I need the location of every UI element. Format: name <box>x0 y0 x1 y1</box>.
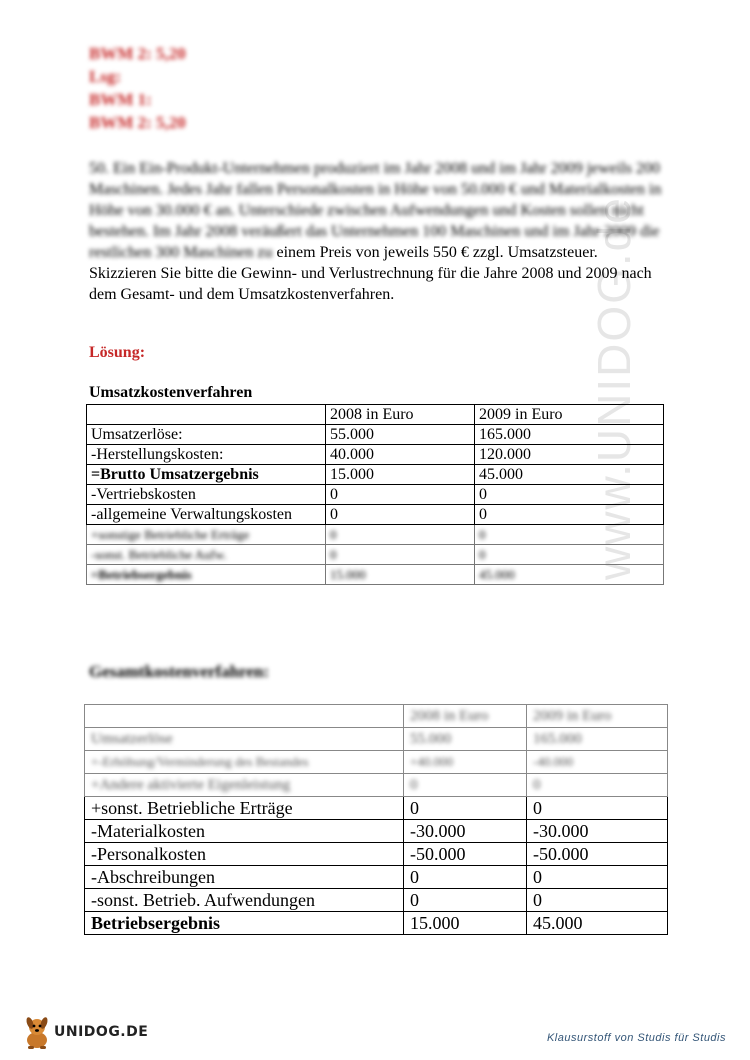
table-cell: -30.000 <box>404 820 527 843</box>
table-cell: 120.000 <box>475 445 664 465</box>
table-cell: 15.000 <box>404 912 527 935</box>
table-cell: 165.000 <box>527 728 668 751</box>
footer-slogan: Klausurstoff von Studis für Studis <box>546 1032 726 1044</box>
table-cell: 0 <box>527 797 668 820</box>
table-cell: -Abschreibungen <box>85 866 404 889</box>
table-cell: 0 <box>326 485 475 505</box>
table-cell: +sonstige Betriebliche Erträge <box>87 525 326 545</box>
gesamtkosten-table <box>84 704 668 935</box>
table-cell <box>87 405 326 425</box>
table-row <box>87 425 664 445</box>
table-cell: 165.000 <box>475 425 664 445</box>
table-cell: 15.000 <box>326 565 475 585</box>
logo-text: UNIDOG.DE <box>54 1024 149 1040</box>
watermark: www.UNIDOG.de <box>588 196 640 580</box>
table-row <box>87 525 664 545</box>
table-cell: 0 <box>527 889 668 912</box>
table-row <box>87 445 664 465</box>
table-cell: 0 <box>475 525 664 545</box>
task-text <box>89 158 669 305</box>
table-cell: Umsatzerlöse <box>85 728 404 751</box>
table-cell: 0 <box>475 505 664 525</box>
table-cell <box>85 705 404 728</box>
header-line: Lsg: <box>89 67 122 86</box>
table-cell: -40.000 <box>527 751 668 774</box>
table-cell: -allgemeine Verwaltungskosten <box>87 505 326 525</box>
table-row <box>87 505 664 525</box>
table-row <box>87 485 664 505</box>
table-cell: -50.000 <box>404 843 527 866</box>
table-cell: 2008 in Euro <box>404 705 527 728</box>
task-text-blurred: 50. Ein Ein-Produkt-Unternehmen produziert im Jahr 2008 und im Jahr 2009 jeweils 200 Maschinen. Jedes Jahr fallen Personalkosten in Höhe von 50.000 € und Materialkosten in Höhe von 30.000 € an. Unterschiede zwischen Aufwendungen und Kosten sollen nicht bestehen. Im Jahr 2008 veräußert das Unternehmen 100 Maschinen und im Jahr 2009 die restlichen 300 Maschinen zu <box>89 160 662 261</box>
header-line: BWM 2: 5,20 <box>89 113 186 132</box>
table-cell: 15.000 <box>326 465 475 485</box>
table-cell: +-Erhöhung/Verminderung des Bestandes <box>85 751 404 774</box>
table-cell: 40.000 <box>326 445 475 465</box>
table-row <box>85 889 668 912</box>
table-cell: -30.000 <box>527 820 668 843</box>
table-row <box>87 545 664 565</box>
header-line: BWM 1: <box>89 90 152 109</box>
table-cell: -Materialkosten <box>85 820 404 843</box>
umsatzkosten-title: Umsatzkostenverfahren <box>89 384 253 401</box>
table-cell: 0 <box>404 797 527 820</box>
table-cell: 0 <box>475 545 664 565</box>
table-header-row <box>85 705 668 728</box>
table-cell: 0 <box>527 774 668 797</box>
table-row <box>85 820 668 843</box>
table-row <box>85 866 668 889</box>
solution-label: Lösung: <box>89 344 146 361</box>
table-row <box>87 565 664 585</box>
gesamtkosten-title: Gesamtkostenverfahren: <box>89 662 270 681</box>
table-row <box>85 751 668 774</box>
table-cell: 45.000 <box>475 465 664 485</box>
umsatzkosten-table <box>86 404 664 585</box>
table-row <box>87 465 664 485</box>
task-text-visible: einem Preis von jeweils 550 € zzgl. Umsatzsteuer. Skizzieren Sie bitte die Gewinn- und Verlustrechnung für die Jahre 2008 und 2009 nach dem Gesamt- und dem Umsatzkostenverfahren. <box>89 244 652 303</box>
table-cell: 0 <box>326 525 475 545</box>
table-cell: 55.000 <box>326 425 475 445</box>
table-cell: -sonst. Betriebliche Aufw. <box>87 545 326 565</box>
unidog-logo <box>22 1014 148 1050</box>
table-cell: 0 <box>527 866 668 889</box>
table-cell: 2009 in Euro <box>475 405 664 425</box>
table-header-row <box>87 405 664 425</box>
table-row <box>85 728 668 751</box>
table-cell: 0 <box>475 485 664 505</box>
table-row <box>85 774 668 797</box>
dog-icon <box>22 1014 52 1050</box>
table-cell: Umsatzerlöse: <box>87 425 326 445</box>
table-cell: 2009 in Euro <box>527 705 668 728</box>
table-cell: 0 <box>404 774 527 797</box>
table-cell: 0 <box>326 505 475 525</box>
table-cell: -Herstellungskosten: <box>87 445 326 465</box>
table-cell: -sonst. Betrieb. Aufwendungen <box>85 889 404 912</box>
table-cell: =Betriebsergebnis <box>87 565 326 585</box>
header-line: BWM 2: 5,20 <box>89 44 186 63</box>
table-cell: +sonst. Betriebliche Erträge <box>85 797 404 820</box>
table-row <box>85 797 668 820</box>
table-cell: 0 <box>404 889 527 912</box>
table-cell: -50.000 <box>527 843 668 866</box>
header-lines <box>89 42 186 134</box>
table-row <box>85 912 668 935</box>
table-cell: =Brutto Umsatzergebnis <box>87 465 326 485</box>
table-cell: 0 <box>404 866 527 889</box>
table-cell: 45.000 <box>527 912 668 935</box>
table-cell: -Vertriebskosten <box>87 485 326 505</box>
table-cell: -Personalkosten <box>85 843 404 866</box>
table-row <box>85 843 668 866</box>
table-cell: 45.000 <box>475 565 664 585</box>
table-cell: 55.000 <box>404 728 527 751</box>
table-cell: +Andere aktivierte Eigenleistung <box>85 774 404 797</box>
table-cell: 2008 in Euro <box>326 405 475 425</box>
table-cell: +40.000 <box>404 751 527 774</box>
table-cell: Betriebsergebnis <box>85 912 404 935</box>
table-cell: 0 <box>326 545 475 565</box>
